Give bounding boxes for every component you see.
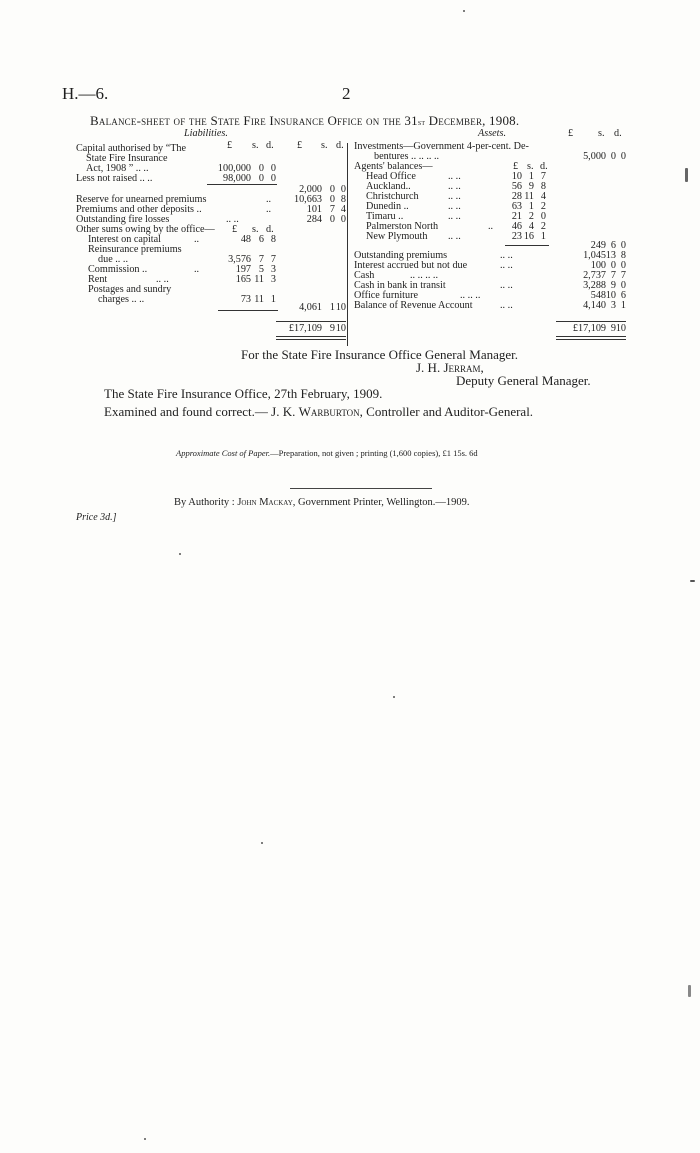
liabilities-total-pence: 10 — [335, 323, 346, 334]
capital-net-shillings: 0 — [329, 184, 335, 195]
agent-new-plymouth-pence: 1 — [540, 231, 546, 242]
liabilities-d-head: d. — [336, 140, 344, 151]
outstanding-premiums-pence: 8 — [620, 250, 626, 261]
postages-label-2: charges .. .. — [98, 294, 145, 305]
revenue-balance-shillings: 3 — [610, 300, 616, 311]
agent-palmerston-pounds: 46 — [511, 221, 522, 232]
rent-dots: .. .. — [156, 274, 169, 285]
cash-in-transit-label: Cash in bank in transit — [354, 280, 446, 291]
price-note: Price 3d.] — [76, 512, 117, 523]
agent-christchurch-pence: 4 — [540, 191, 546, 202]
cash-dots: .. .. .. .. — [410, 270, 439, 281]
agent-christchurch-dots: .. .. — [448, 191, 461, 202]
other-sums-s-head: s. — [252, 224, 259, 235]
agent-head-office-label: Head Office — [366, 171, 416, 182]
reinsurance-pence: 7 — [270, 254, 276, 265]
dateline: The State Fire Insurance Office, 27th February, 1909. — [104, 386, 383, 401]
examined-suffix: , Controller and Auditor-General. — [359, 404, 534, 419]
office-furniture-dots: .. .. .. — [460, 290, 481, 301]
scan-speck — [393, 696, 395, 698]
other-sums-total-pounds: 4,061 — [299, 302, 322, 313]
title-suffix: December, 1908. — [425, 113, 520, 128]
less-not-raised-pence: 0 — [270, 173, 276, 184]
agent-new-plymouth-dots: .. .. — [448, 231, 461, 242]
less-not-raised-pounds: 98,000 — [222, 173, 251, 184]
cash-in-transit-shillings: 9 — [610, 280, 616, 291]
capital-net-pounds: 2,000 — [299, 184, 322, 195]
outstanding-premiums-pounds: 1,045 — [583, 250, 606, 261]
commission-pounds: 197 — [235, 264, 251, 275]
scan-speck — [685, 168, 688, 182]
interest-accrued-label: Interest accrued but not due — [354, 260, 468, 271]
cost-note-text: —Preparation, not given ; printing (1,600 copies), £1 15s. 6d — [270, 448, 478, 458]
printer-name: John Mackay — [237, 497, 293, 508]
interest-capital-pence: 8 — [270, 234, 276, 245]
liabilities-total-shillings: 9 — [329, 323, 335, 334]
office-furniture-pence: 6 — [620, 290, 626, 301]
investments-label-2: bentures .. .. .. .. — [374, 151, 440, 162]
signatory-name: J. H. Jerram, — [416, 360, 484, 375]
liabilities-total-rule-bottom — [276, 336, 346, 337]
examined-statement — [104, 404, 533, 420]
revenue-balance-pounds: 4,140 — [583, 300, 606, 311]
cash-in-transit-dots: .. .. — [500, 280, 513, 291]
scan-speck — [463, 10, 465, 12]
cost-note — [176, 448, 478, 458]
assets-pound-head: £ — [568, 128, 574, 139]
office-furniture-label: Office furniture — [354, 290, 419, 301]
cash-pounds: 2,737 — [583, 270, 606, 281]
agent-timaru-pounds: 21 — [511, 211, 522, 222]
assets-total-pounds: £17,109 — [572, 323, 606, 334]
outstanding-premiums-shillings: 13 — [605, 250, 616, 261]
title-sup: st — [417, 117, 426, 127]
agent-palmerston-label: Palmerston North — [366, 221, 439, 232]
postages-pence: 1 — [270, 294, 276, 305]
liabilities-inner-d-head: d. — [266, 140, 274, 151]
less-not-raised-label: Less not raised .. .. — [76, 173, 153, 184]
agent-christchurch-label: Christchurch — [366, 191, 419, 202]
scan-speck — [688, 985, 691, 997]
agents-s-head: s. — [527, 161, 534, 172]
other-sums-d-head: d. — [266, 224, 274, 235]
examined-prefix: Examined and found correct.— J. K. — [104, 404, 299, 419]
agents-pound-head: £ — [513, 161, 519, 172]
rent-pounds: 165 — [235, 274, 251, 285]
agent-christchurch-shillings: 11 — [524, 191, 534, 202]
agent-dunedin-label: Dunedin .. — [366, 201, 409, 212]
liabilities-pound-head: £ — [297, 140, 303, 151]
agent-head-office-shillings: 1 — [528, 171, 534, 182]
cash-label: Cash — [354, 270, 375, 281]
agent-auckland-pence: 8 — [540, 181, 546, 192]
assets-total-rule-bottom — [556, 336, 626, 337]
agents-d-head: d. — [540, 161, 548, 172]
interest-capital-label: Interest on capital — [88, 234, 161, 245]
outstanding-losses-shillings: 0 — [329, 214, 335, 225]
liabilities-s-head: s. — [321, 140, 328, 151]
document-reference: H.—6. — [62, 84, 109, 103]
investments-label: Investments—Government 4-per-cent. De- — [354, 141, 529, 152]
revenue-balance-dots: .. .. — [500, 300, 513, 311]
agent-head-office-dots: .. .. — [448, 171, 461, 182]
office-furniture-shillings: 10 — [605, 290, 616, 301]
column-divider — [347, 143, 348, 346]
commission-pence: 3 — [270, 264, 276, 275]
agent-head-office-pence: 7 — [540, 171, 546, 182]
outstanding-losses-dots: .. .. — [226, 214, 239, 225]
investments-shillings: 0 — [610, 151, 616, 162]
other-sums-total-pence: 10 — [335, 302, 346, 313]
assets-total-pence: 10 — [615, 323, 626, 334]
cash-pence: 7 — [620, 270, 626, 281]
agent-new-plymouth-label: New Plymouth — [366, 231, 428, 242]
less-not-raised-shillings: 0 — [258, 173, 264, 184]
cash-in-transit-pence: 0 — [620, 280, 626, 291]
page-number: 2 — [342, 84, 351, 103]
scan-speck — [261, 842, 263, 844]
agent-new-plymouth-shillings: 16 — [523, 231, 534, 242]
rent-pence: 3 — [270, 274, 276, 285]
other-sums-subtotal-rule — [218, 310, 278, 311]
agent-auckland-shillings: 9 — [528, 181, 534, 192]
interest-accrued-dots: .. .. — [500, 260, 513, 271]
agent-dunedin-pence: 2 — [540, 201, 546, 212]
agent-timaru-pence: 0 — [540, 211, 546, 222]
agent-auckland-dots: .. .. — [448, 181, 461, 192]
commission-dots: .. — [194, 264, 200, 275]
agent-dunedin-pounds: 63 — [511, 201, 522, 212]
office-furniture-pounds: 548 — [590, 290, 606, 301]
revenue-balance-label: Balance of Revenue Account — [354, 300, 473, 311]
authority-prefix: By Authority : — [174, 497, 238, 508]
assets-total-shillings: 9 — [610, 323, 616, 334]
premiums-deposits-shillings: 7 — [329, 204, 335, 215]
investments-pence: 0 — [620, 151, 626, 162]
premiums-deposits-dots: .. — [266, 204, 272, 215]
authority-suffix: , Government Printer, Wellington.—1909. — [292, 497, 470, 508]
assets-s-head: s. — [598, 128, 605, 139]
agent-palmerston-pence: 2 — [540, 221, 546, 232]
assets-total-rule-top — [556, 321, 626, 322]
title-prefix: Balance-sheet of the State Fire Insurance Office on the 31 — [90, 113, 418, 128]
capital-shillings: 0 — [258, 163, 264, 174]
capital-net-pence: 0 — [340, 184, 346, 195]
other-sums-label: Other sums owing by the office— — [76, 224, 215, 235]
liabilities-inner-s-head: s. — [252, 140, 259, 151]
cost-note-label: Approximate Cost of Paper. — [176, 448, 271, 458]
agents-balances-label: Agents' balances— — [354, 161, 433, 172]
agents-subtotal-rule — [505, 245, 549, 246]
agent-auckland-label: Auckland.. — [366, 181, 411, 192]
interest-capital-dots: .. — [194, 234, 200, 245]
interest-accrued-pence: 0 — [620, 260, 626, 271]
interest-capital-pounds: 48 — [240, 234, 251, 245]
other-sums-total-shillings: 1 — [329, 302, 335, 313]
reserve-dots: .. — [266, 194, 272, 205]
capital-pence: 0 — [270, 163, 276, 174]
reserve-pounds: 10,663 — [293, 194, 322, 205]
premiums-deposits-label: Premiums and other deposits .. — [76, 204, 202, 215]
capital-line-1: Capital authorised by “The — [76, 143, 187, 154]
liabilities-heading: Liabilities. — [184, 128, 228, 139]
liabilities-total-rule-top — [276, 321, 346, 322]
scan-speck — [690, 580, 695, 582]
reinsurance-label: Reinsurance premiums — [88, 244, 182, 255]
agent-timaru-label: Timaru .. — [366, 211, 404, 222]
liabilities-total-rule-bottom2 — [276, 339, 346, 340]
capital-line-2: State Fire Insurance — [86, 153, 168, 164]
cash-in-transit-pounds: 3,288 — [583, 280, 606, 291]
reserve-pence: 8 — [340, 194, 346, 205]
agents-total-pounds: 249 — [590, 240, 606, 251]
other-sums-pound-head: £ — [232, 224, 238, 235]
reinsurance-label-2: due .. .. — [98, 254, 128, 265]
rent-shillings: 11 — [254, 274, 264, 285]
agent-dunedin-dots: .. .. — [448, 201, 461, 212]
reserve-label: Reserve for unearned premiums — [76, 194, 207, 205]
scan-speck — [144, 1138, 146, 1140]
divider-rule — [290, 488, 432, 489]
agent-auckland-pounds: 56 — [511, 181, 522, 192]
scan-speck — [179, 553, 181, 555]
agent-new-plymouth-pounds: 23 — [511, 231, 522, 242]
balance-sheet-table — [76, 129, 628, 345]
reserve-shillings: 0 — [329, 194, 335, 205]
agent-palmerston-dots: .. — [488, 221, 494, 232]
cash-shillings: 7 — [610, 270, 616, 281]
interest-accrued-pounds: 100 — [590, 260, 606, 271]
premiums-deposits-pence: 4 — [340, 204, 346, 215]
premiums-deposits-pounds: 101 — [306, 204, 322, 215]
agent-palmerston-shillings: 4 — [528, 221, 534, 232]
agent-dunedin-shillings: 1 — [528, 201, 534, 212]
auditor-name: Warburton — [298, 404, 360, 419]
agent-christchurch-pounds: 28 — [511, 191, 522, 202]
interest-accrued-shillings: 0 — [610, 260, 616, 271]
assets-d-head: d. — [614, 128, 622, 139]
reinsurance-pounds: 3,576 — [228, 254, 251, 265]
reinsurance-shillings: 7 — [258, 254, 264, 265]
interest-capital-shillings: 6 — [258, 234, 264, 245]
liabilities-total-pounds: £17,109 — [288, 323, 322, 334]
outstanding-premiums-dots: .. .. — [500, 250, 513, 261]
postages-shillings: 11 — [254, 294, 264, 305]
agent-timaru-shillings: 2 — [528, 211, 534, 222]
outstanding-losses-label: Outstanding fire losses — [76, 214, 170, 225]
agents-total-shillings: 6 — [610, 240, 616, 251]
rent-label: Rent — [88, 274, 108, 285]
signatory-role: Deputy General Manager. — [456, 373, 591, 388]
investments-pounds: 5,000 — [583, 151, 606, 162]
agent-timaru-dots: .. .. — [448, 211, 461, 222]
agent-head-office-pounds: 10 — [511, 171, 522, 182]
assets-heading: Assets. — [478, 128, 507, 139]
postages-label: Postages and sundry — [88, 284, 172, 295]
outstanding-losses-pounds: 284 — [306, 214, 322, 225]
liabilities-inner-pound-head: £ — [227, 140, 233, 151]
outstanding-premiums-label: Outstanding premiums — [354, 250, 448, 261]
printer-authority — [174, 497, 470, 508]
outstanding-losses-pence: 0 — [340, 214, 346, 225]
balance-sheet-title — [90, 113, 519, 129]
commission-shillings: 5 — [258, 264, 264, 275]
capital-pounds: 100,000 — [217, 163, 251, 174]
signature-line: For the State Fire Insurance Office General Manager. — [241, 347, 518, 362]
postages-pounds: 73 — [240, 294, 251, 305]
revenue-balance-pence: 1 — [620, 300, 626, 311]
capital-line-3: Act, 1908 ” .. .. — [86, 163, 149, 174]
assets-total-rule-bottom2 — [556, 339, 626, 340]
agents-total-pence: 0 — [620, 240, 626, 251]
commission-label: Commission .. — [88, 264, 148, 275]
